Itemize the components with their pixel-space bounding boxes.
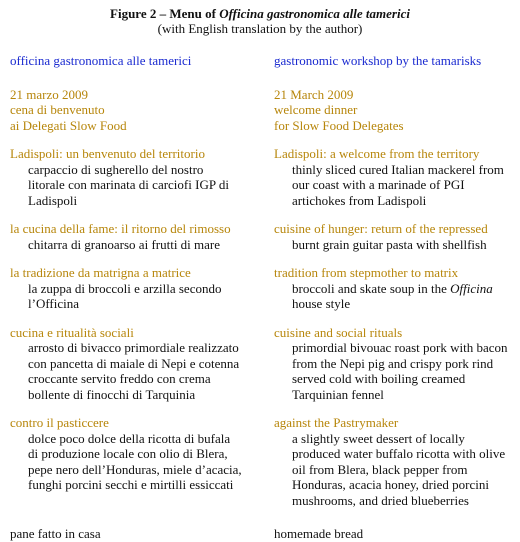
english-section-title: tradition from stepmother to matrix — [274, 265, 459, 280]
dish-line: Ladispoli — [28, 192, 78, 208]
italian-dish-description — [10, 431, 274, 493]
italian-section-title: cucina e ritualità sociali — [10, 324, 134, 340]
english-dish-description — [274, 237, 514, 253]
dish-line: pepe nero dell’Honduras, miele d’acacia, — [28, 461, 242, 477]
italian-section-title: contro il pasticcere — [10, 415, 109, 430]
dish-line: produced water buffalo ricotta with olive — [292, 446, 506, 461]
figure-title-italic: Officina gastronomica alle tamerici — [219, 6, 410, 21]
english-dish-description — [274, 431, 514, 509]
english-dish-description — [274, 281, 514, 312]
dish-line: burnt grain guitar pasta with shellfish — [292, 236, 487, 252]
dish-line: la zuppa di broccoli e arzilla secondo — [28, 280, 222, 296]
italian-dish-description — [10, 340, 274, 402]
english-section-title: cuisine of hunger: return of the repressed — [274, 221, 488, 236]
dish-line: primordial bivouac roast pork with bacon — [292, 340, 508, 355]
dish-line: a slightly sweet dessert of locally — [292, 430, 465, 446]
dish-line — [292, 281, 514, 297]
english-menu-column — [274, 53, 514, 542]
dish-line: dolce poco dolce della ricotta di bufala — [28, 430, 231, 446]
english-dish-description — [274, 162, 514, 209]
dish-line: arrosto di bivacco primordiale realizzato — [28, 340, 239, 355]
dish-line: our coast with a marinade of PGI — [292, 177, 465, 192]
italian-section-title: Ladispoli: un benvenuto del territorio — [10, 146, 205, 161]
dish-line: served cold with boiling creamed — [292, 371, 466, 386]
english-guests: for Slow Food Delegates — [274, 117, 404, 133]
dish-line: chitarra di granoarso ai frutti di mare — [28, 236, 221, 252]
english-bread: homemade bread — [274, 526, 364, 541]
italian-bread: pane fatto in casa — [10, 525, 101, 541]
dish-line: di produzione locale con olio di Blera, — [28, 446, 228, 461]
dish-line: oil from Blera, black pepper from — [292, 461, 468, 477]
italian-section-title: la tradizione da matrigna a matrice — [10, 265, 191, 280]
english-dish-description — [274, 340, 514, 402]
italian-restaurant-header: officina gastronomica alle tamerici — [10, 53, 192, 68]
english-date: 21 March 2009 — [274, 86, 354, 102]
english-section-title: against the Pastrymaker — [274, 415, 399, 430]
italian-dish-description — [10, 237, 274, 253]
english-section-title: Ladispoli: a welcome from the territory — [274, 146, 480, 161]
dish-line: litorale con marinata di carciofi IGP di — [28, 177, 229, 192]
dish-line: mushrooms, and dried blueberries — [292, 492, 469, 508]
english-section-title: cuisine and social rituals — [274, 324, 403, 340]
italian-event: cena di benvenuto — [10, 102, 105, 117]
italian-guests: ai Delegati Slow Food — [10, 117, 127, 133]
menu-columns — [10, 53, 520, 542]
english-restaurant-header: gastronomic workshop by the tamarisks — [274, 53, 482, 68]
figure-subtitle: (with English translation by the author) — [157, 21, 363, 36]
dish-line: from the Nepi pig and crispy pork rind — [292, 355, 494, 371]
dish-line: artichokes from Ladispoli — [292, 192, 427, 208]
english-event: welcome dinner — [274, 102, 358, 117]
figure-title — [0, 6, 520, 21]
dish-line: Tarquinian fennel — [292, 386, 384, 402]
dish-line-italic: Officina — [450, 280, 493, 296]
italian-date: 21 marzo 2009 — [10, 86, 88, 102]
dish-line: con pancetta di maiale di Nepi e cotenna — [28, 355, 240, 371]
dish-line: house style — [292, 296, 351, 311]
dish-line-text: broccoli and skate soup in the — [292, 280, 451, 296]
dish-line: l’Officina — [28, 296, 80, 311]
dish-line: funghi porcini secchi e mirtilli essiccati — [28, 477, 234, 492]
figure-title-prefix: Figure 2 – Menu of — [110, 6, 220, 21]
italian-dish-description — [10, 281, 274, 312]
italian-dish-description — [10, 162, 274, 209]
dish-line: Honduras, acacia honey, dried porcini — [292, 477, 489, 492]
italian-section-title: la cucina della fame: il ritorno del rimosso — [10, 221, 231, 236]
dish-line: bollente di finocchi di Tarquinia — [28, 386, 196, 402]
dish-line: croccante servito freddo con crema — [28, 371, 211, 386]
italian-menu-column — [10, 53, 274, 542]
dish-line: thinly sliced cured Italian mackerel from — [292, 161, 504, 177]
dish-line: carpaccio di sugherello del nostro — [28, 161, 204, 177]
